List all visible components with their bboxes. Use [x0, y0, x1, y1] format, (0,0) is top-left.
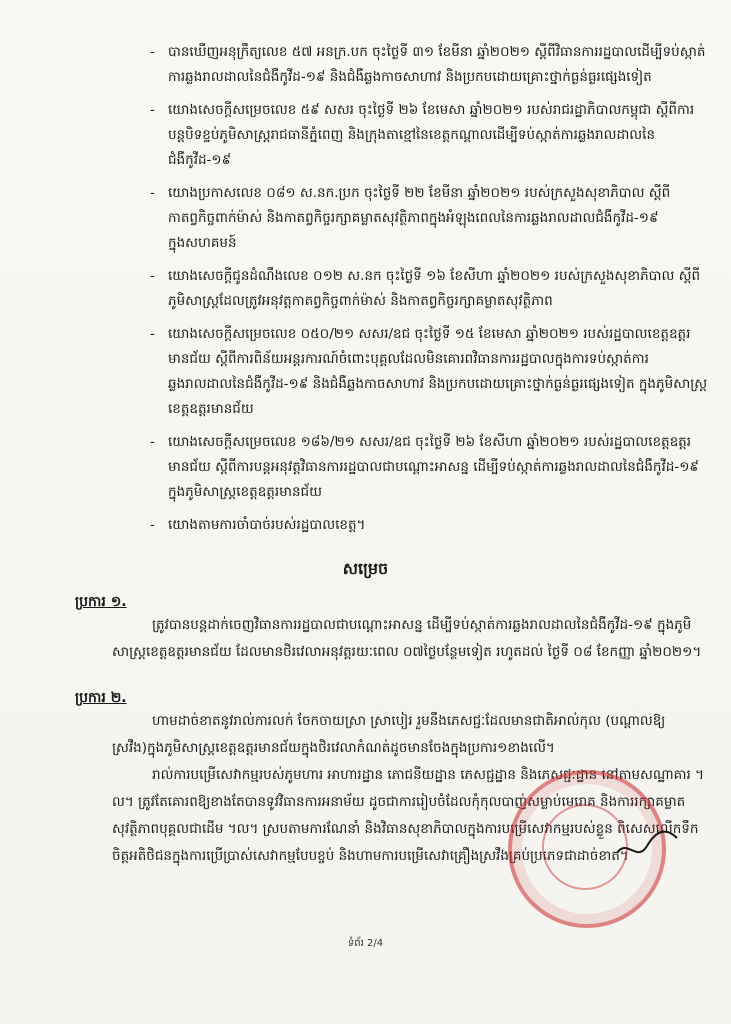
reference-item: - យោងតាមការចាំបាច់របស់រដ្ឋបាលខេត្ត។	[150, 517, 366, 533]
article-1-label: ប្រការ ១.	[75, 594, 127, 610]
decision-heading: សម្រេច	[342, 559, 389, 578]
reference-item: - យោងសេចក្តីសម្រេចលេខ ១៨៦/២១ សសរ/ឧជ ចុះថ្ងៃទី ២៦ ខែសីហា ឆ្នាំ២០២១ របស់រដ្ឋបាលខេត្តឧត្តរមានជ័យ ស្តីពីការបន្តអនុវត្តវិធានការរដ្ឋបាលជាបណ្តោះអាសន្ន ដើម្បីទប់ស្កាត់ការឆ្លងរាលដាលនៃជំងឺកូវីដ-១៩ ក្នុងភូមិសាស្រ្តខេត្តឧត្តរមានជ័យ	[150, 434, 699, 500]
page-number: ទំព័រ 2/4	[347, 938, 384, 949]
article-1-text: ត្រូវបានបន្តដាក់ចេញវិធានការរដ្ឋបាលជាបណ្តោះអាសន្ន ដើម្បីទប់ស្កាត់ការឆ្លងរាលដាលនៃជំងឺកូវីដ-១៩ ក្នុងភូមិសាស្រ្តខេត្តឧត្តរមានជ័យ ដែលមានថិរវេលាអនុវត្តរយៈពេល ០៧ថ្ងៃបន្ថែមទៀត រហូតដល់ ថ្ងៃទី ០៨ ខែកញ្ញា ឆ្នាំ២០២១។	[112, 617, 702, 660]
article-2-text: ហាមដាច់ខាតនូវរាល់ការលក់ ចែកចាយស្រា ស្រាបៀរ រួមនឹងភេសជ្ជៈដែលមានជាតិអាល់កុល (បណ្តាលឱ្យស្រវឹង)ក្នុងភូមិសាស្រ្តខេត្តឧត្តរមានជ័យក្នុងថិរវេលាកំណត់ដូចមានចែងក្នុងប្រការ១ខាងលើ។	[112, 713, 666, 756]
reference-item: - យោងសេចក្តីសម្រេចលេខ ០៥០/២១ សសរ/ឧជ ចុះថ្ងៃទី ១៥ ខែមេសា ឆ្នាំ២០២១ របស់រដ្ឋបាលខេត្តឧត្តរមានជ័យ ស្តីពីការពិន័យអន្តរការណ៍ចំពោះបុគ្គលដែលមិនគោរពវិធានការរដ្ឋបាលក្នុងការទប់ស្កាត់ការឆ្លងរាលដាលនៃជំងឺកូវីដ-១៩ និងជំងឺឆ្លងកាចសាហាវ និងប្រកបដោយគ្រោះថ្នាក់ធ្ងន់ធ្ងរផ្សេងទៀត ក្នុងភូមិសាស្រ្តខេត្តឧត្តរមានជ័យ	[150, 326, 708, 417]
reference-item: - បានឃើញអនុក្រឹត្យលេខ ៥៧ អនក្រ.បក ចុះថ្ងៃទី ៣១ ខែមីនា ឆ្នាំ២០២១ ស្តីពីវិធានការរដ្ឋបាលដើម្បីទប់ស្កាត់ការឆ្លងរាលដាលនៃជំងឺកូវីដ-១៩ និងជំងឺឆ្លងកាចសាហាវ និងប្រកបដោយគ្រោះថ្នាក់ធ្ងន់ធ្ងរផ្សេងទៀត	[150, 44, 706, 85]
reference-item: - យោងសេចក្តីសម្រេចលេខ ៥៩ សសរ ចុះថ្ងៃទី ២៦ ខែមេសា ឆ្នាំ២០២១ របស់រាជរដ្ឋាភិបាលកម្ពុជា ស្តីពីការបន្តបិទខ្ទប់ភូមិសាស្រ្តរាជធានីភ្នំពេញ និងក្រុងតាខ្មៅនៃខេត្តកណ្តាលដើម្បីទប់ស្កាត់ការឆ្លងរាលដាលនៃជំងឺកូវីដ-១៩	[150, 102, 695, 168]
article-2-label: ប្រការ ២.	[75, 690, 127, 706]
article-2-text-continued: រាល់ការបម្រើសេវាកម្មរបស់ភូមហារ អាហារដ្ឋាន ភោជនីយដ្ឋាន ភេសជ្ជដ្ឋាន និងភេសជ្ជៈដ្ឋាន នៅតាមសណ្ឋាគារ ។ល។ ត្រូវតែគោរពឱ្យខាងតែបានទូវវិធានការអនាម័យ ដូចជាការរៀបចំដែលកុំកុលបាញ់សម្លាប់មេរោគ និងការរក្សាគម្លាតសុវត្ថិភាពបុគ្គលជាដើម ។ល។ ស្របតាមការណែនាំ និងវិធានសុខាភិបាលក្នុងការបម្រើសេវាកម្មរបស់ខ្លួន ពិសេសលើកទឹកចិត្តអតិថិជនក្នុងការប្រើប្រាស់សេវាកម្មបែបខ្ចប់ និងហាមការបម្រើសេវាគ្រឿងស្រវឹងគ្រប់ប្រភេទជាដាច់ខាត។	[112, 767, 705, 864]
signature-mark	[612, 808, 682, 868]
reference-list	[150, 40, 710, 546]
reference-item: - យោងប្រកាសលេខ ០៨១ ស.នក.ប្រក ចុះថ្ងៃទី ២២ ខែមីនា ឆ្នាំ២០២១ របស់ក្រសួងសុខាភិបាល ស្តីពីកាតព្វកិច្ចពាក់ម៉ាស់ និងកាតព្វកិច្ចរក្សាគម្លាតសុវត្ថិភាពក្នុងអំឡុងពេលនៃការឆ្លងរាលដាលជំងឺកូវីដ-១៩ ក្នុងសហគមន៍	[150, 185, 671, 251]
reference-item: - យោងសេចក្តីជូនដំណឹងលេខ ០១២ ស.នក ចុះថ្ងៃទី ១៦ ខែសីហា ឆ្នាំ២០២១ របស់ក្រសួងសុខាភិបាល ស្តីពីភូមិសាស្រ្តដែលត្រូវអនុវត្តកាតព្វកិច្ចពាក់ម៉ាស់ និងកាតព្វកិច្ចរក្សាគម្លាតសុវត្ថិភាព	[150, 268, 701, 309]
